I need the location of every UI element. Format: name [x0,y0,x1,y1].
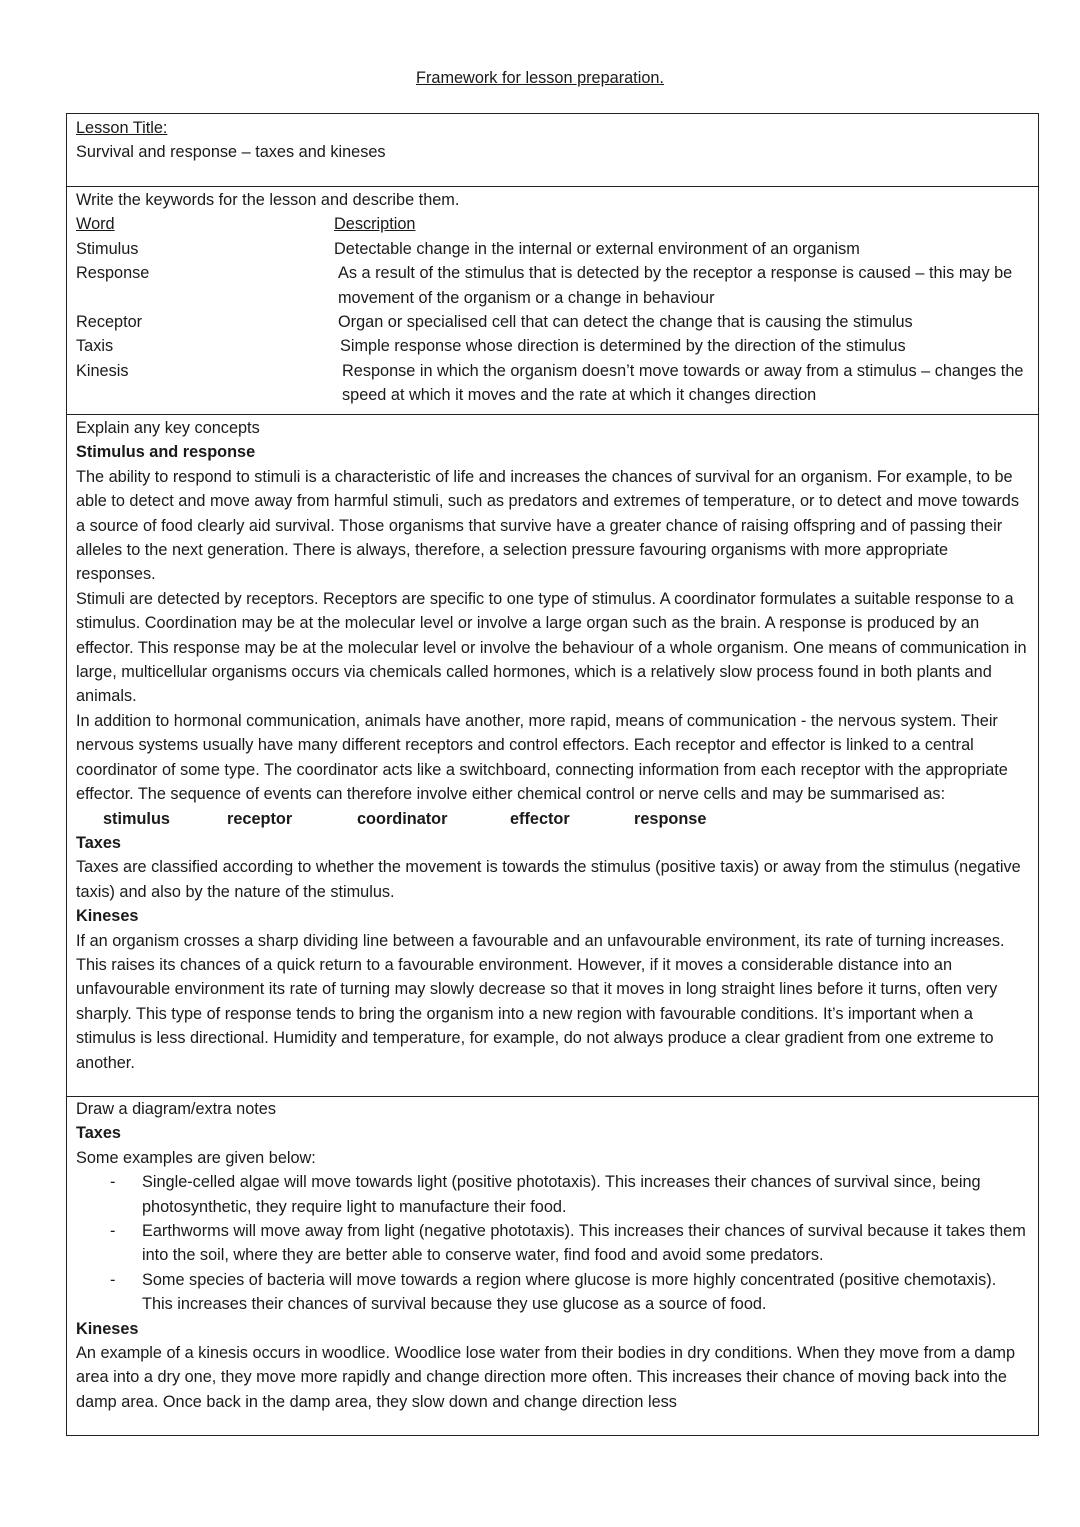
concept-paragraph: Taxes are classified according to whether the movement is towards the stimulus (positive taxis) or away from the stimulus (negative taxis) and also by the nature of the stimulus. [76,858,1021,901]
examples-list [76,1170,1030,1316]
keyword-row [76,261,1030,310]
taxes-notes-subheading: Taxes [76,1124,121,1143]
lesson-framework-table [66,113,1039,1436]
list-item [76,1219,1030,1268]
list-item-text: Single-celled algae will move towards light (positive phototaxis). This increases their chances of survival since, being photosynthetic, they require light to manufacture their food. [142,1173,981,1216]
lesson-title-label: Lesson Title: [76,119,168,137]
keyword-word: Kinesis [76,361,129,380]
examples-intro: Some examples are given below: [76,1148,316,1167]
keyword-row [76,310,1030,334]
keyword-row [76,359,1030,408]
stimulus-response-subheading: Stimulus and response [76,443,256,462]
word-column-header: Word [76,215,115,234]
keywords-section [67,187,1038,415]
keyword-word: Response [76,264,150,283]
keywords-instruction: Write the keywords for the lesson and describe them. [76,191,460,209]
bullet-dash: - [110,1173,116,1192]
concept-paragraph: Stimuli are detected by receptors. Receptors are specific to one type of stimulus. A coordinator formulates a suitable response to a stimulus. Coordination may be at the molecular level or involve a large organ such as the brain. A response is produced by an effector. This response may be at the molecular level or involve the behaviour of a whole organism. One means of communication in large, multicellular organisms occurs via chemicals called hormones, which is a relatively slow process found in both plants and animals. [76,589,1027,706]
keyword-word: Taxis [76,337,114,356]
sequence-step: receptor [227,809,293,828]
kineses-subheading: Kineses [76,907,139,926]
notes-paragraph: An example of a kinesis occurs in woodlice. Woodlice lose water from their bodies in dry conditions. When they move from a damp area into a dry one, they move more rapidly and change direction more often. This increases their chance of moving back into the damp area. Once back in the damp area, they slow down and change direction less [76,1344,1016,1411]
response-sequence [76,807,1030,831]
keyword-row [76,334,1030,358]
sequence-step: effector [510,809,570,828]
keyword-description: Organ or specialised cell that can detect the change that is causing the stimulus [338,313,913,332]
kineses-notes-subheading: Kineses [76,1319,139,1338]
list-item [76,1170,1030,1219]
sequence-step: response [634,809,707,828]
extra-notes-heading: Draw a diagram/extra notes [76,1100,276,1118]
description-column-header: Description [334,215,416,234]
keyword-description: As a result of the stimulus that is detected by the receptor a response is caused – this may be movement of the organism or a change in behaviour [338,264,1013,307]
keyword-description: Simple response whose direction is determined by the direction of the stimulus [340,337,906,356]
sequence-step: stimulus [103,809,170,828]
keywords-header-row [76,212,1030,236]
page-title: Framework for lesson preparation. [416,69,664,87]
key-concepts-heading: Explain any key concepts [76,419,260,437]
concept-paragraph: In addition to hormonal communication, animals have another, more rapid, means of communication - the nervous system. Their nervous systems usually have many different receptors and control effectors. Each receptor and effector is linked to a central coordinator of some type. The coordinator acts like a switchboard, connecting information from each receptor with the appropriate effector. The sequence of events can therefore involve either chemical control or nerve cells and may be summarised as: [76,711,1008,804]
extra-notes-section [67,1097,1038,1435]
key-concepts-section [67,415,1038,1097]
list-item-text: Some species of bacteria will move towards a region where glucose is more highly concentrated (positive chemotaxis). This increases their chances of survival because they use glucose as a source of food. [142,1270,997,1314]
taxes-subheading: Taxes [76,833,121,852]
list-item-text: Earthworms will move away from light (negative phototaxis). This increases their chances of survival because it takes them into the soil, where they are better able to conserve water, find food and avoid some predators. [142,1222,1026,1265]
keyword-row [76,237,1030,261]
keyword-word: Receptor [76,313,143,332]
keyword-description: Response in which the organism doesn’t move towards or away from a stimulus – changes the speed at which it moves and the rate at which it changes direction [342,361,1024,405]
lesson-title: Survival and response – taxes and kineses [76,143,386,162]
concept-paragraph: If an organism crosses a sharp dividing line between a favourable and an unfavourable environment, its rate of turning increases. This raises its chances of a quick return to a favourable environment. However, if it moves a considerable distance into an unfavourable environment its rate of turning may slowly decrease so that it moves in long straight lines before it turns, often very sharply. This type of response tends to bring the organism into a new region with favourable conditions. It’s important when a stimulus is less directional. Humidity and temperature, for example, do not always produce a clear gradient from one extreme to another. [76,931,1005,1072]
keyword-word: Stimulus [76,239,139,258]
keyword-description: Detectable change in the internal or external environment of an organism [334,239,860,258]
bullet-dash: - [110,1270,116,1289]
sequence-step: coordinator [357,809,448,828]
bullet-dash: - [110,1222,116,1241]
lesson-title-section [67,114,1038,187]
concept-paragraph: The ability to respond to stimuli is a characteristic of life and increases the chances of survival for an organism. For example, to be able to detect and move away from harmful stimuli, such as predators and extremes of temperature, or to detect and move towards a source of food clearly aid survival. Those organisms that survive have a greater chance of raising offspring and of passing their alleles to the next generation. There is always, therefore, a selection pressure favouring organisms with more appropriate responses. [76,467,1019,584]
list-item [76,1268,1030,1317]
